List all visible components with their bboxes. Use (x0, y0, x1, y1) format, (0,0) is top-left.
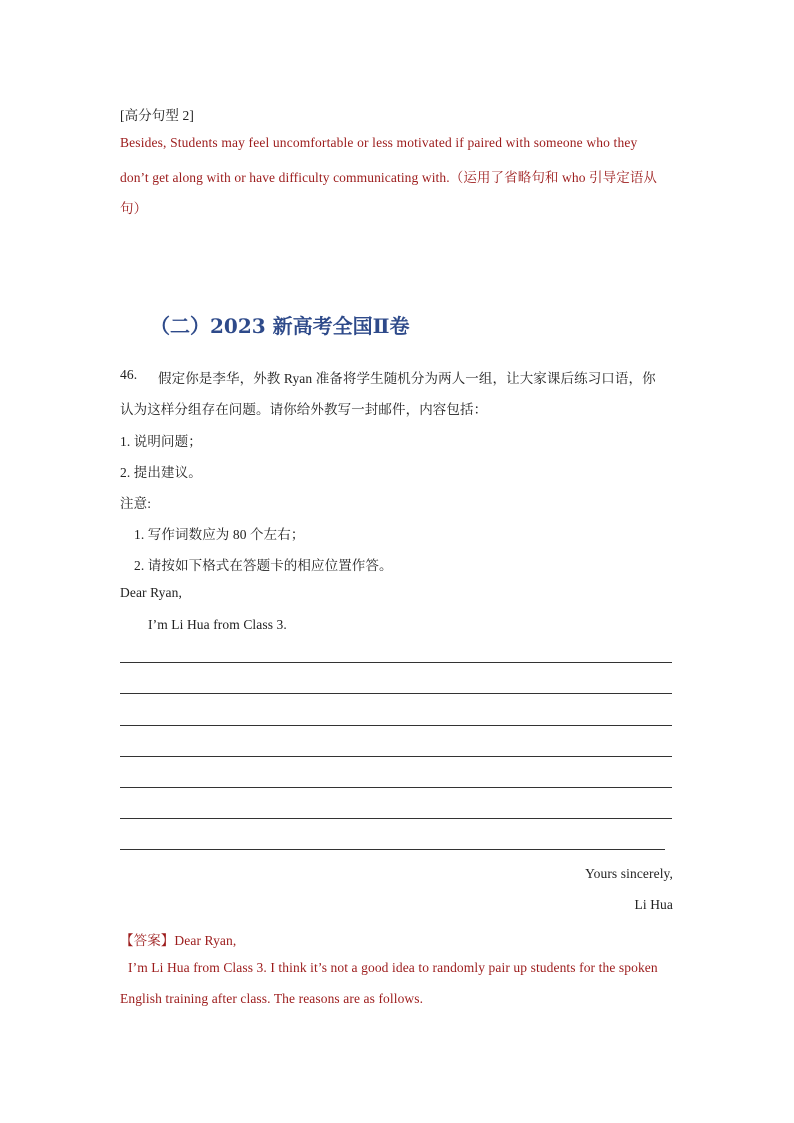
tip-label: [高分句型 2] (120, 108, 194, 123)
tip-sentence-line-3: 句） (120, 201, 148, 216)
note-item-1: 1. 写作词数应为 80 个左右； (134, 527, 305, 542)
question-item-1: 1. 说明问题； (120, 434, 202, 449)
letter-signature: Li Hua (634, 897, 673, 912)
section-heading: （二）2023 新高考全国Ⅱ卷 (150, 314, 410, 338)
answer-line-2: English training after class. The reasons are as follows. (120, 991, 424, 1006)
letter-opening: I’m Li Hua from Class 3. (148, 617, 287, 632)
letter-closing: Yours sincerely, (585, 866, 673, 881)
tip-sentence-line-1: Besides, Students may feel uncomfortable or less motivated if paired with someone who they (120, 135, 638, 150)
answer-line (120, 693, 672, 694)
answer-label: 【答案】 (120, 933, 175, 948)
note-label: 注意: (120, 496, 152, 511)
answer-line (120, 662, 672, 663)
letter-salutation: Dear Ryan, (120, 585, 182, 600)
answer-line (120, 849, 665, 850)
answer-line (120, 818, 672, 819)
tip-sentence-line-2: don’t get along with or have difficulty communicating with.（运用了省略句和 who 引导定语从 (120, 170, 658, 185)
answer-salutation: Dear Ryan, (174, 933, 237, 948)
answer-line-1: I’m Li Hua from Class 3. I think it’s not a good idea to randomly pair up students for the spoken (128, 960, 658, 975)
answer-line (120, 756, 672, 757)
note-item-2: 2. 请按如下格式在答题卡的相应位置作答。 (134, 558, 393, 573)
question-prompt-line-2: 认为这样分组存在问题。请你给外教写一封邮件，内容包括： (120, 402, 488, 417)
answer-line (120, 787, 672, 788)
answer-block-start (120, 929, 236, 949)
answer-line (120, 725, 672, 726)
question-prompt-line-1: 假定你是李华，外教 Ryan 准备将学生随机分为两人一组，让大家课后练习口语，你 (158, 371, 656, 386)
question-number: 46. (120, 367, 138, 382)
question-item-2: 2. 提出建议。 (120, 465, 202, 480)
